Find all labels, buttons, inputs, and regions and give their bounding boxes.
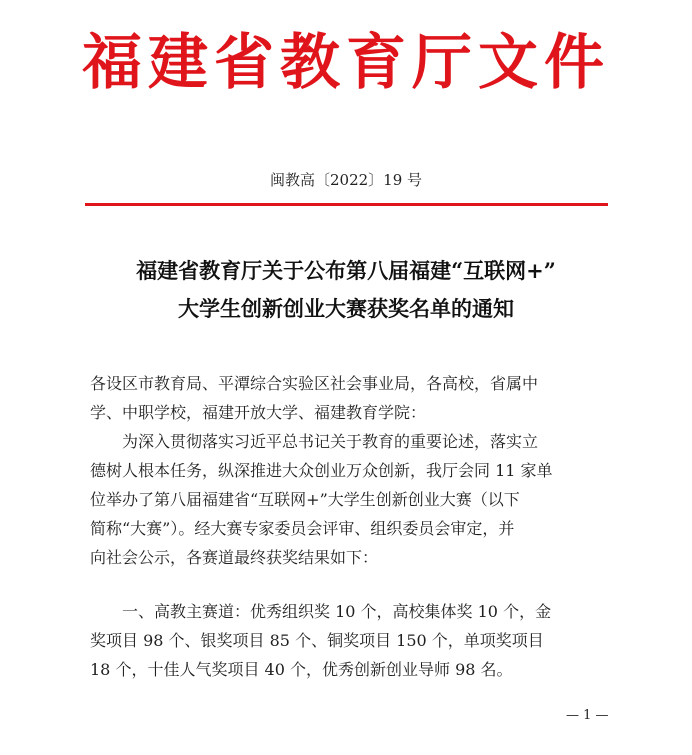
body-line: 各设区市教育局、平潭综合实验区社会事业局，各高校，省属中 <box>90 374 539 393</box>
body-line: 18 个，十佳人气奖项目 40 个，优秀创新创业导师 98 名。 <box>90 660 513 679</box>
body-line: 为深入贯彻落实习近平总书记关于教育的重要论述，落实立 <box>90 432 539 451</box>
document-number: 闽教高〔2022〕19 号 <box>269 171 423 189</box>
body-line: 德树人根本任务，纵深推进大众创业万众创新，我厅会同 11 家单 <box>90 461 553 480</box>
header-divider <box>85 203 608 206</box>
body-line: 学、中职学校，福建开放大学、福建教育学院： <box>90 403 427 422</box>
results-paragraph <box>90 597 610 684</box>
document-header-title: 福建省教育厅文件 <box>82 28 610 98</box>
body-line: 位举办了第八届福建省“互联网+”大学生创新创业大赛（以下 <box>90 490 520 509</box>
body-line: 简称“大赛”）。经大赛专家委员会评审、组织委员会审定，并 <box>90 519 515 538</box>
intro-paragraph <box>90 427 610 572</box>
body-line: 一、高教主赛道：优秀组织奖 10 个，高校集体奖 10 个，金 <box>90 602 552 621</box>
page-number: — 1 — <box>566 708 609 723</box>
notice-title-line-1: 福建省教育厅关于公布第八届福建“互联网+” <box>136 258 556 283</box>
notice-title-line-2: 大学生创新创业大赛获奖名单的通知 <box>178 296 514 321</box>
addressee-paragraph <box>90 369 610 427</box>
body-line: 奖项目 98 个、银奖项目 85 个、铜奖项目 150 个，单项奖项目 <box>90 631 544 650</box>
body-line: 向社会公示，各赛道最终获奖结果如下： <box>90 548 379 567</box>
